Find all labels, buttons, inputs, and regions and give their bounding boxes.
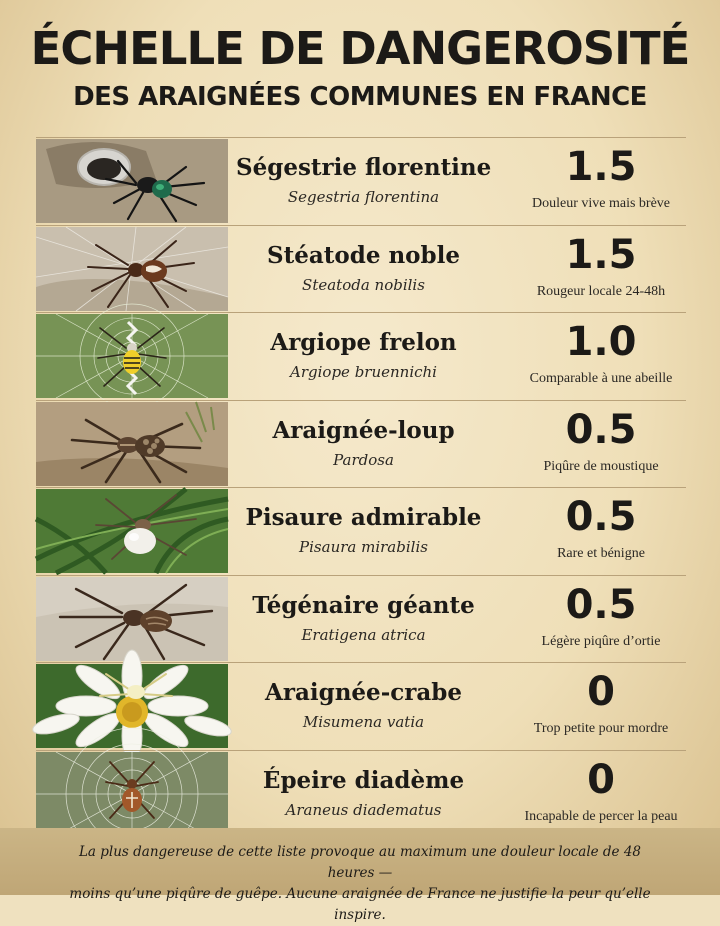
danger-score: 0.5	[565, 406, 637, 453]
spider-common-name: Araignée-loup	[272, 416, 455, 444]
garden-spider-on-web-icon	[36, 752, 228, 836]
spider-common-name: Tégénaire géante	[252, 591, 475, 619]
yellow-striped-spider-on-orb-web-icon	[36, 314, 228, 398]
spider-latin-name: Pisaura mirabilis	[299, 538, 428, 556]
spider-row	[36, 750, 686, 839]
poster-title: ÉCHELLE DE DANGEROSITÉ	[30, 22, 690, 75]
danger-score: 1.5	[565, 231, 637, 278]
spider-with-egg-sac-in-grass-icon	[36, 489, 228, 573]
spider-row	[36, 400, 686, 488]
bite-description: Douleur vive mais brève	[531, 196, 670, 211]
danger-score: 1.0	[565, 319, 637, 365]
spider-row	[36, 487, 686, 575]
crab-spider-on-daisy-icon	[36, 664, 228, 748]
spider-common-name: Argiope frelon	[270, 329, 457, 356]
spider-common-name: Pisaure admirable	[245, 504, 482, 531]
spider-row	[36, 662, 686, 750]
spider-latin-name: Argiope bruennichi	[290, 363, 437, 381]
bite-description: Légère piqûre d’ortie	[541, 633, 661, 649]
spider-list	[36, 137, 686, 838]
spider-latin-name: Segestria florentina	[287, 188, 440, 206]
footer-banner	[0, 828, 720, 923]
black-spider-in-tube-burrow-icon	[36, 139, 228, 223]
brown-spider-on-web-icon	[36, 227, 228, 311]
bite-description: Piqûre de moustique	[543, 458, 659, 474]
footer-line: La plus dangereuse de cette liste provoque au maximum une douleur locale de 48 heures —	[78, 844, 642, 881]
spider-row	[36, 312, 686, 400]
bite-description: Rare et bénigne	[557, 546, 645, 561]
spider-common-name: Araignée-crabe	[265, 679, 462, 706]
spider-latin-name: Pardosa	[333, 450, 394, 469]
footer-line: moins qu’une piqûre de guêpe. Aucune araignée de France ne justifie la peur qu’elle inspire.	[69, 886, 651, 923]
footer-text	[60, 842, 660, 926]
spider-common-name: Ségestrie florentine	[236, 154, 492, 181]
spider-row	[36, 137, 686, 225]
large-brown-house-spider-icon	[36, 577, 228, 661]
spider-latin-name: Eratigena atrica	[301, 625, 426, 644]
bite-description: Trop petite pour mordre	[533, 721, 669, 736]
wolf-spider-on-ground-icon	[36, 402, 228, 486]
spider-row	[36, 575, 686, 663]
spider-row	[36, 225, 686, 313]
danger-score: 0	[587, 669, 615, 715]
danger-score: 0.5	[565, 494, 637, 540]
spider-common-name: Stéatode noble	[267, 241, 460, 269]
spider-common-name: Épeire diadème	[262, 766, 465, 794]
spider-latin-name: Steatoda nobilis	[302, 275, 425, 294]
bite-description: Incapable de percer la peau	[524, 808, 678, 824]
danger-score: 1.5	[565, 144, 637, 190]
bite-description: Comparable à une abeille	[529, 371, 673, 386]
spider-latin-name: Araneus diadematus	[285, 800, 442, 819]
spider-latin-name: Misumena vatia	[302, 713, 425, 731]
danger-score: 0	[587, 756, 615, 803]
bite-description: Rougeur locale 24-48h	[536, 283, 666, 299]
poster-subtitle: DES ARAIGNÉES COMMUNES EN FRANCE	[73, 82, 647, 112]
danger-score: 0.5	[565, 581, 637, 628]
